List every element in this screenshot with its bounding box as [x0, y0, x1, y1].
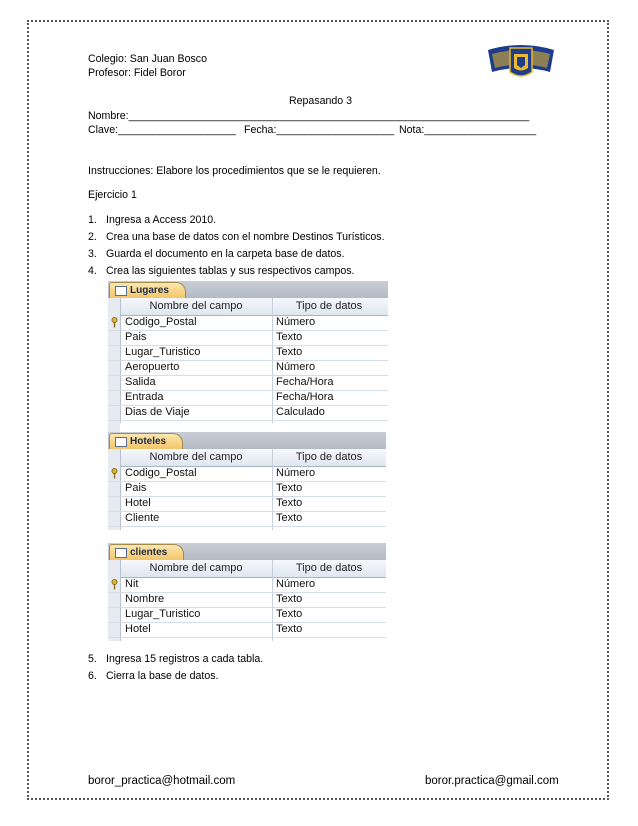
tab-bar [108, 281, 388, 298]
clave-field-line: Clave:____________________ [88, 124, 236, 136]
table-row[interactable] [108, 496, 386, 512]
data-type-cell[interactable]: Texto [276, 331, 303, 343]
step-number: 2. [88, 231, 97, 243]
column-header-data-type: Tipo de datos [295, 562, 363, 574]
column-header-field-name: Nombre del campo [149, 300, 243, 312]
table-row[interactable] [108, 607, 386, 623]
school-logo-icon [486, 42, 556, 82]
table-row[interactable] [108, 405, 388, 421]
table-row[interactable] [108, 375, 388, 391]
data-type-cell[interactable]: Texto [276, 623, 303, 635]
step-text: Crea las siguientes tablas y sus respectivos campos. [106, 265, 355, 277]
table-row[interactable] [108, 622, 386, 638]
field-name-cell[interactable]: Aeropuerto [125, 361, 180, 373]
step-number: 1. [88, 214, 97, 226]
footer-email-right[interactable]: boror.practica@gmail.com [425, 775, 559, 787]
field-name-cell[interactable]: Lugar_Turistico [125, 608, 201, 620]
step-text: Ingresa a Access 2010. [106, 214, 217, 226]
table-design-lugares [108, 281, 388, 441]
table-row[interactable] [108, 345, 388, 361]
primary-key-icon [111, 579, 118, 590]
nota-field-line: Nota:___________________ [399, 124, 537, 136]
fecha-field-line: Fecha:____________________ [244, 124, 395, 136]
data-type-cell[interactable]: Texto [276, 497, 303, 509]
document-title: Repasando 3 [289, 95, 353, 107]
data-type-cell[interactable]: Número [276, 316, 316, 328]
field-name-cell[interactable]: Pais [125, 482, 147, 494]
name-field-line: Nombre:____________________________________________________________________ [88, 110, 530, 122]
column-header-data-type: Tipo de datos [295, 300, 363, 312]
step-number: 3. [88, 248, 97, 260]
table-row[interactable] [108, 511, 386, 527]
field-name-cell[interactable]: Hotel [125, 497, 151, 509]
table-icon [115, 286, 127, 296]
table-row[interactable] [108, 466, 386, 482]
data-type-cell[interactable]: Número [276, 578, 316, 590]
column-header-field-name: Nombre del campo [149, 451, 243, 463]
field-name-cell[interactable]: Cliente [125, 512, 160, 524]
table-icon [115, 548, 127, 558]
tab-clientes[interactable]: clientes [109, 544, 184, 560]
field-name-cell[interactable]: Nit [125, 578, 139, 590]
data-type-cell[interactable]: Texto [276, 512, 303, 524]
instructions-text: Instrucciones: Elabore los procedimientos que se le requieren. [88, 165, 381, 177]
table-row[interactable] [108, 481, 386, 497]
field-name-cell[interactable]: Lugar_Turistico [125, 346, 201, 358]
tab-hoteles[interactable]: Hoteles [109, 433, 183, 449]
data-type-cell[interactable]: Número [276, 467, 316, 479]
table-design-clientes [108, 543, 386, 641]
step-number: 5. [88, 653, 97, 665]
table-row[interactable] [108, 330, 388, 346]
data-type-cell[interactable]: Calculado [276, 406, 325, 418]
primary-key-icon [111, 468, 118, 479]
field-name-cell[interactable]: Entrada [125, 391, 164, 403]
field-name-cell[interactable]: Codigo_Postal [125, 467, 197, 479]
tab-lugares[interactable]: Lugares [109, 282, 186, 298]
table-design-hoteles [108, 432, 386, 530]
table-icon [115, 437, 127, 447]
step-text: Cierra la base de datos. [106, 670, 219, 682]
data-type-cell[interactable]: Texto [276, 482, 303, 494]
data-type-cell[interactable]: Fecha/Hora [276, 376, 334, 388]
footer-email-left[interactable]: boror_practica@hotmail.com [88, 775, 236, 787]
step-text: Guarda el documento en la carpeta base de datos. [106, 248, 345, 260]
data-type-cell[interactable]: Texto [276, 608, 303, 620]
tab-bar [108, 432, 386, 449]
field-name-cell[interactable]: Pais [125, 331, 147, 343]
step-number: 4. [88, 265, 97, 277]
field-name-cell[interactable]: Codigo_Postal [125, 316, 197, 328]
field-name-cell[interactable]: Salida [125, 376, 156, 388]
step-number: 6. [88, 670, 97, 682]
primary-key-icon [111, 317, 118, 328]
data-type-cell[interactable]: Número [276, 361, 316, 373]
data-type-cell[interactable]: Fecha/Hora [276, 391, 334, 403]
field-name-cell[interactable]: Hotel [125, 623, 151, 635]
table-row[interactable] [108, 592, 386, 608]
step-text: Ingresa 15 registros a cada tabla. [106, 653, 264, 665]
field-name-cell[interactable]: Dias de Viaje [125, 406, 190, 418]
column-header-data-type: Tipo de datos [295, 451, 363, 463]
school-name: Colegio: San Juan Bosco [88, 53, 207, 65]
table-row[interactable] [108, 390, 388, 406]
table-row[interactable] [108, 360, 388, 376]
column-header-field-name: Nombre del campo [149, 562, 243, 574]
data-type-cell[interactable]: Texto [276, 593, 303, 605]
teacher-name: Profesor: Fidel Boror [88, 67, 186, 79]
field-name-cell[interactable]: Nombre [125, 593, 165, 605]
table-row[interactable] [108, 315, 388, 331]
tab-bar [108, 543, 386, 560]
step-text: Crea una base de datos con el nombre Destinos Turísticos. [106, 231, 385, 243]
table-row[interactable] [108, 577, 386, 593]
data-type-cell[interactable]: Texto [276, 346, 303, 358]
exercise-title: Ejercicio 1 [88, 189, 137, 201]
